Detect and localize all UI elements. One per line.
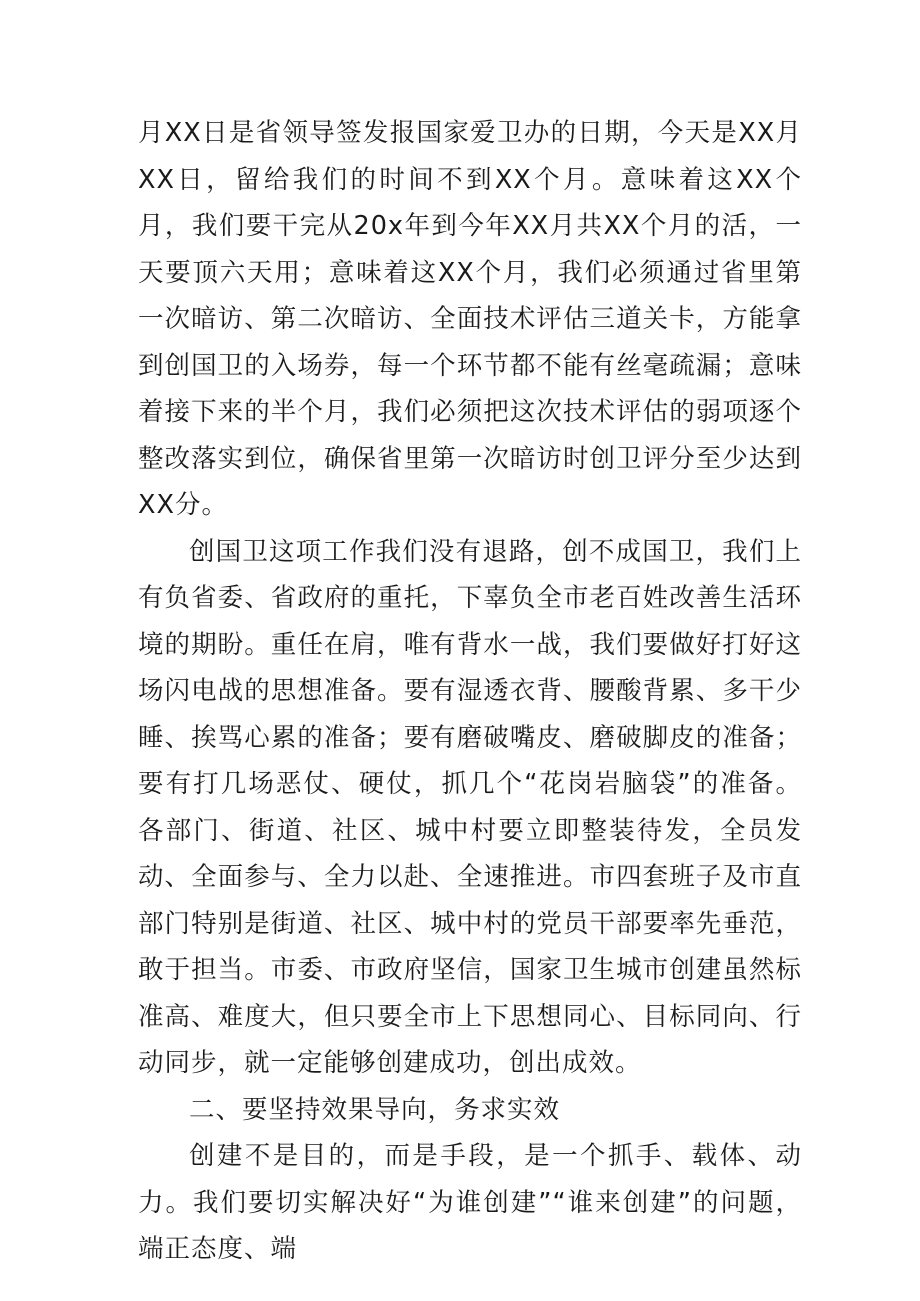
paragraph-no-retreat: 创国卫这项工作我们没有退路，创不成国卫，我们上有负省委、省政府的重托，下辜负全市老百姓改善生活环境的期盼。重任在肩，唯有背水一战，我们要做好打好这场闪电战的思想准备。要有湿透衣背、腰酸背累、多干少睡、挨骂心累的准备；要有磨破嘴皮、磨破脚皮的准备；要有打几场恶仗、硬仗，抓几个“花岗岩脑袋”的准备。各部门、街道、社区、城中村要立即整装待发，全员发动、全面参与、全力以赴、全速推进。市四套班子及市直部门特别是街道、社区、城中村的党员干部要率先垂范，敢于担当。市委、市政府坚信，国家卫生城市创建虽然标准高、难度大，但只要全市上下思想同心、目标同向、行动同步，就一定能够创建成功，创出成效。 xyxy=(138,536,802,1078)
document-body xyxy=(138,110,802,1273)
paragraph-purpose-of-creation: 创建不是目的，而是手段，是一个抓手、载体、动力。我们要切实解决好“为谁创建”“谁来创建”的问题，端正态度、端 xyxy=(138,1141,802,1264)
section-heading-effect-oriented: 二、要坚持效果导向，务求实效 xyxy=(189,1094,561,1125)
paragraph-continuation: 月XX日是省领导签发报国家爱卫办的日期，今天是XX月XX日，留给我们的时间不到XX个月。意味着这XX个月，我们要干完从20x年到今年XX月共XX个月的活，一天要顶六天用；意味着这XX个月，我们必须通过省里第一次暗访、第二次暗访、全面技术评估三道关卡，方能拿到创国卫的入场券，每一个环节都不能有丝毫疏漏；意味着接下来的半个月，我们必须把这次技术评估的弱项逐个整改落实到位，确保省里第一次暗访时创卫评分至少达到XX分。 xyxy=(138,118,802,520)
